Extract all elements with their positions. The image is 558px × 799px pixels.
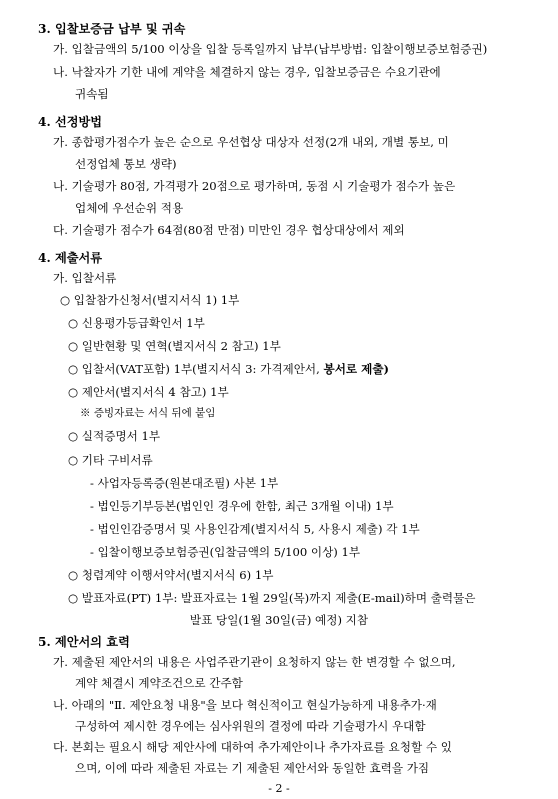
- selection-item-a: 가. 종합평가점수가 높은 순으로 우선협상 대상자 선정(2개 내외, 개별 통보, 미: [53, 135, 449, 149]
- section-3-item-a: 가. 입찰금액의 5/100 이상을 입찰 등록일까지 납부(납부방법: 입찰이행보증보험증권): [53, 42, 488, 56]
- documents-item-a: 가. 입찰서류: [53, 271, 117, 285]
- doc-bid-form-sealed: 봉서로 제출): [323, 362, 390, 376]
- validity-item-c-cont: 으며, 이에 따라 제출된 자료는 기 제출된 제안서와 동일한 효력을 가짐: [75, 761, 430, 775]
- doc-bid-form-text: ○ 입찰서(VAT포함) 1부(별지서식 3: 가격제안서,: [68, 362, 324, 376]
- section-3-item-b-cont: 귀속됨: [75, 87, 109, 101]
- validity-item-a: 가. 제출된 제안서의 내용은 사업주관기관이 요청하지 않는 한 변경할 수 없으며,: [53, 655, 456, 669]
- doc-bid-form: [68, 361, 389, 377]
- doc-other: ○ 기타 구비서류: [68, 453, 153, 467]
- doc-other-seal-cert: - 법인인감증명서 및 사용인감계(별지서식 5, 사용시 제출) 각 1부: [90, 522, 420, 536]
- doc-credit-rating: ○ 신용평가등급확인서 1부: [68, 316, 205, 330]
- validity-item-b-cont: 구성하여 제시한 경우에는 심사위원의 결정에 따라 기술평가시 우대함: [75, 719, 426, 733]
- section-5-heading: 5. 제안서의 효력: [38, 635, 130, 649]
- doc-other-bond: - 입찰이행보증보험증권(입찰금액의 5/100 이상) 1부: [90, 545, 361, 559]
- doc-proposal: ○ 제안서(별지서식 4 참고) 1부: [68, 385, 229, 399]
- doc-presentation-cont: 발표 당일(1월 30일(금) 예정) 지참: [189, 613, 369, 627]
- validity-item-c: 다. 본회는 필요시 해당 제안사에 대하여 추가제안이나 추가자료를 요청할 수 있: [53, 740, 452, 754]
- doc-other-biz-reg: - 사업자등록증(원본대조필) 사본 1부: [90, 476, 279, 490]
- section-4-documents-heading: 4. 제출서류: [38, 251, 103, 265]
- page-number: - 2 -: [268, 782, 290, 795]
- section-4-selection-heading: 4. 선정방법: [38, 115, 103, 129]
- validity-item-b: 나. 아래의 "Ⅱ. 제안요청 내용"을 보다 혁신적이고 현실가능하게 내용추가·재: [53, 698, 437, 712]
- selection-item-a-cont: 선정업체 통보 생략): [75, 157, 177, 171]
- selection-item-b: 나. 기술평가 80점, 가격평가 20점으로 평가하며, 동점 시 기술평가 점수가 높은: [53, 179, 456, 193]
- doc-proposal-note: ※ 증빙자료는 서식 뒤에 붙임: [80, 407, 216, 419]
- doc-integrity-pledge: ○ 청렴계약 이행서약서(별지서식 6) 1부: [68, 568, 274, 582]
- doc-other-corp-register: - 법인등기부등본(법인인 경우에 한함, 최근 3개월 이내) 1부: [90, 499, 394, 513]
- doc-presentation: ○ 발표자료(PT) 1부: 발표자료는 1월 29일(목)까지 제출(E-mail)하며 출력물은: [68, 591, 476, 605]
- section-3-heading: 3. 입찰보증금 납부 및 귀속: [38, 22, 186, 36]
- doc-application-form: ○ 입찰참가신청서(별지서식 1) 1부: [60, 293, 240, 307]
- doc-performance-cert: ○ 실적증명서 1부: [68, 429, 161, 443]
- section-3-item-b: 나. 낙찰자가 기한 내에 계약을 체결하지 않는 경우, 입찰보증금은 수요기관에: [53, 65, 441, 79]
- selection-item-b-cont: 업체에 우선순위 적용: [75, 201, 184, 215]
- doc-general-status: ○ 일반현황 및 연혁(별지서식 2 참고) 1부: [68, 339, 281, 353]
- validity-item-a-cont: 계약 체결시 계약조건으로 간주함: [75, 676, 243, 690]
- selection-item-c: 다. 기술평가 점수가 64점(80점 만점) 미만인 경우 협상대상에서 제외: [53, 223, 405, 237]
